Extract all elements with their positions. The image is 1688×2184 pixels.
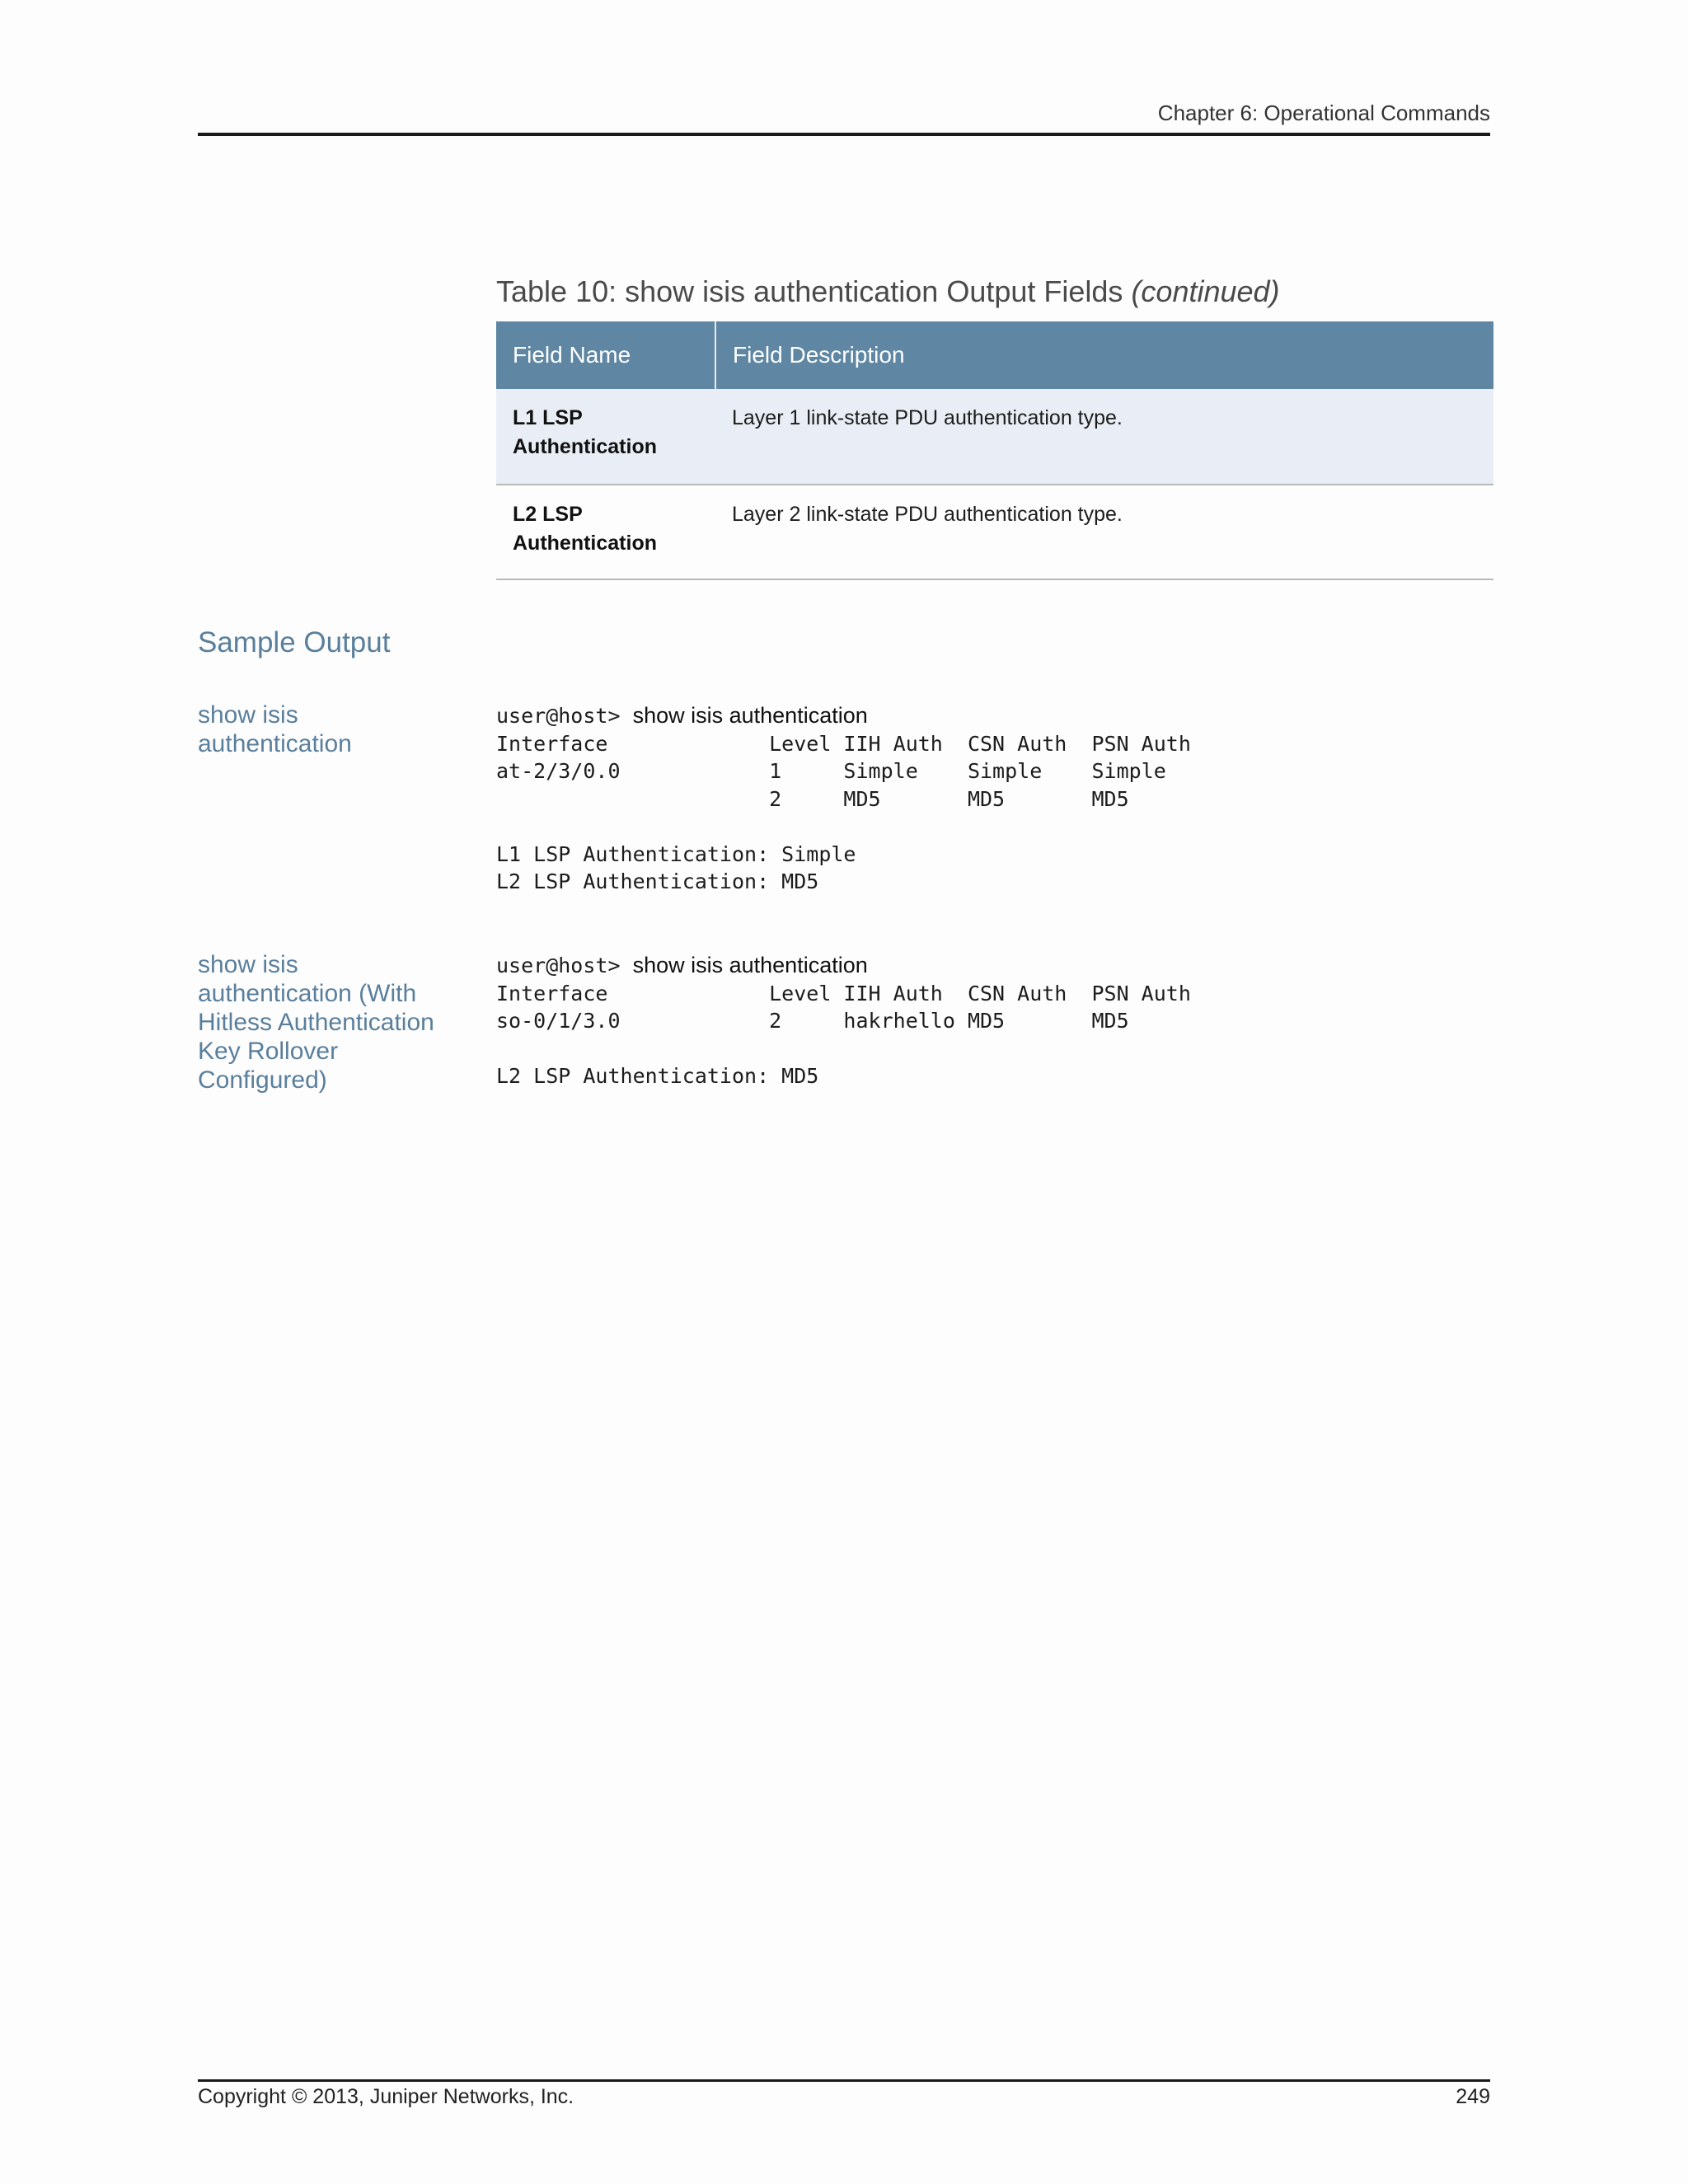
example-label-line: Key Rollover (198, 1038, 339, 1065)
table-caption-suffix: (continued) (1131, 274, 1280, 308)
field-name-line: Authentication (513, 532, 657, 555)
cli-command: show isis authentication (632, 953, 868, 977)
copyright-notice: Copyright © 2013, Juniper Networks, Inc. (198, 2085, 574, 2108)
footer-rule (198, 2079, 1490, 2082)
table-caption (496, 274, 1280, 309)
example-label-line: authentication (With (198, 980, 417, 1007)
example-label (198, 950, 470, 1094)
table-row (496, 389, 1493, 485)
example-label-line: Hitless Authentication (198, 1009, 434, 1036)
field-name-line: L1 LSP (513, 406, 583, 429)
table-row (496, 485, 1493, 579)
field-description-cell: Layer 1 link-state PDU authentication type. (715, 389, 1493, 485)
example-label (198, 701, 470, 758)
sample-output-code-block (496, 702, 1191, 896)
cli-prompt: user@host> (496, 954, 633, 977)
example-label-line: show isis (198, 951, 298, 978)
column-header-field-name: Field Name (496, 321, 715, 389)
header-rule (198, 133, 1490, 136)
field-description-cell: Layer 2 link-state PDU authentication type. (715, 485, 1493, 579)
example-label-line: show isis (198, 701, 298, 729)
running-header: Chapter 6: Operational Commands (1157, 101, 1490, 125)
field-name-cell (496, 389, 715, 485)
cli-output: Interface Level IIH Auth CSN Auth PSN Auth so-0/1/3.0 2 hakrhello MD5 MD5 L2 LSP Authentication: MD5 (496, 981, 1191, 1088)
cli-prompt: user@host> (496, 704, 633, 728)
field-name-cell (496, 485, 715, 579)
column-header-field-description: Field Description (715, 321, 1493, 389)
table-caption-title: Table 10: show isis authentication Output Fields (496, 274, 1123, 308)
example-label-line: Configured) (198, 1066, 327, 1094)
field-name-line: Authentication (513, 435, 657, 458)
cli-output: Interface Level IIH Auth CSN Auth PSN Auth at-2/3/0.0 1 Simple Simple Simple 2 MD5 MD5 MD5 L1 LSP Authentication: Simple L2 LSP Authentication: MD5 (496, 731, 1191, 893)
example-label-line: authentication (198, 730, 352, 757)
sample-output-heading: Sample Output (198, 626, 391, 658)
field-name-line: L2 LSP (513, 503, 583, 526)
sample-output-code-block (496, 952, 1191, 1090)
cli-command: show isis authentication (632, 703, 868, 728)
output-fields-table (496, 321, 1493, 580)
page-number: 249 (1456, 2085, 1490, 2108)
table-header-row (496, 321, 1493, 389)
